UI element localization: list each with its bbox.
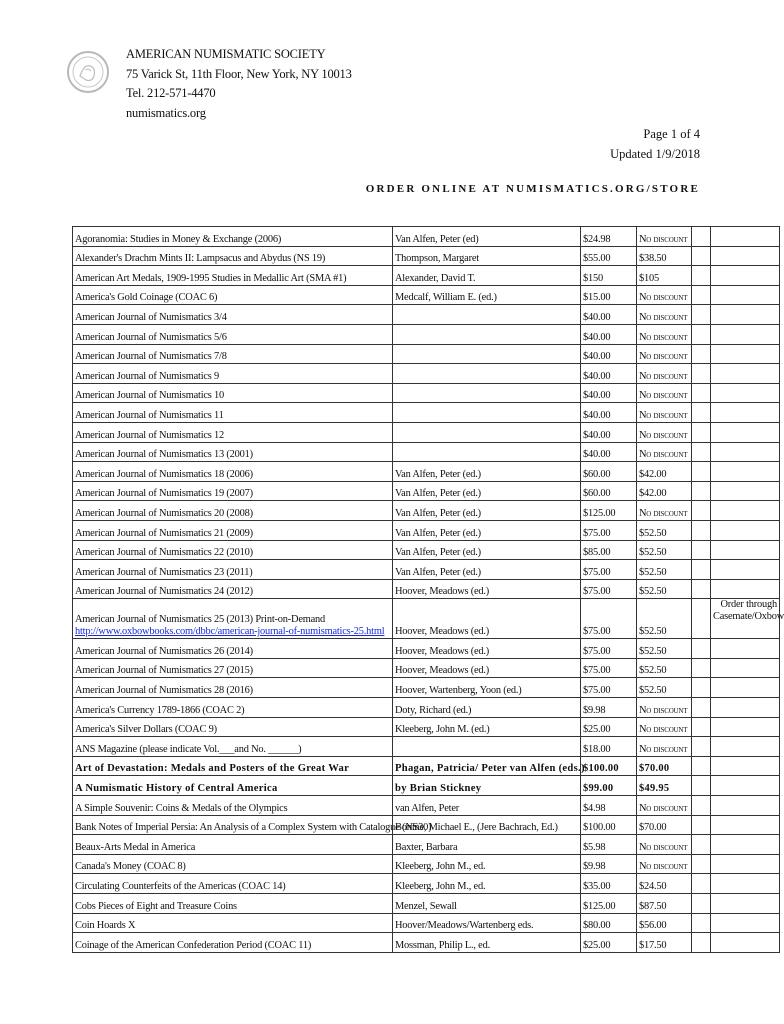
discount-cell: No discount bbox=[637, 854, 692, 874]
price-cell: $99.00 bbox=[581, 776, 637, 796]
note-cell bbox=[711, 540, 780, 560]
title-cell: American Journal of Numismatics 24 (2012) bbox=[73, 579, 393, 599]
title-cell: Canada's Money (COAC 8) bbox=[73, 854, 393, 874]
table-row bbox=[73, 678, 780, 698]
discount-cell: No discount bbox=[637, 835, 692, 855]
discount-cell: No discount bbox=[637, 442, 692, 462]
discount-cell: $56.00 bbox=[637, 913, 692, 933]
author-cell: Menzel, Sewall bbox=[393, 894, 581, 914]
author-cell: Mossman, Philip L., ed. bbox=[393, 933, 581, 953]
updated-date: Updated 1/9/2018 bbox=[610, 147, 700, 161]
title-cell: American Journal of Numismatics 26 (2014) bbox=[73, 639, 393, 659]
author-cell: Medcalf, William E. (ed.) bbox=[393, 285, 581, 305]
price-cell: $15.00 bbox=[581, 285, 637, 305]
table-row bbox=[73, 933, 780, 953]
table-row bbox=[73, 639, 780, 659]
price-cell: $75.00 bbox=[581, 639, 637, 659]
note-cell bbox=[711, 422, 780, 442]
discount-cell: No discount bbox=[637, 422, 692, 442]
note-line: Order through bbox=[720, 599, 777, 611]
organization-header bbox=[126, 45, 352, 123]
author-cell: van Alfen, Peter bbox=[393, 796, 581, 816]
author-cell: Hoover/Meadows/Wartenberg eds. bbox=[393, 913, 581, 933]
price-cell: $85.00 bbox=[581, 540, 637, 560]
table-row bbox=[73, 560, 780, 580]
org-name: AMERICAN NUMISMATIC SOCIETY bbox=[126, 47, 326, 61]
table-row bbox=[73, 246, 780, 266]
table-row bbox=[73, 462, 780, 482]
note-cell bbox=[711, 344, 780, 364]
table-row bbox=[73, 364, 780, 384]
quantity-box[interactable] bbox=[692, 835, 711, 855]
price-cell: $100.00 bbox=[581, 815, 637, 835]
author-cell: Hoover, Meadows (ed.) bbox=[393, 639, 581, 659]
note-line: Casemate/Oxbow bbox=[713, 611, 784, 623]
table-row bbox=[73, 579, 780, 599]
price-cell: $60.00 bbox=[581, 481, 637, 501]
discount-cell: No discount bbox=[637, 698, 692, 718]
discount-cell: $24.50 bbox=[637, 874, 692, 894]
table-row bbox=[73, 737, 780, 757]
price-cell: $125.00 bbox=[581, 501, 637, 521]
table-row bbox=[73, 815, 780, 835]
discount-cell: No discount bbox=[637, 383, 692, 403]
discount-cell: $52.50 bbox=[637, 639, 692, 659]
note-cell bbox=[711, 796, 780, 816]
note-cell bbox=[711, 815, 780, 835]
note-cell bbox=[711, 266, 780, 286]
note-cell bbox=[711, 874, 780, 894]
price-cell: $24.98 bbox=[581, 227, 637, 247]
note-cell bbox=[711, 305, 780, 325]
discount-cell: $52.50 bbox=[637, 678, 692, 698]
title-cell: American Journal of Numismatics 22 (2010) bbox=[73, 540, 393, 560]
title-cell: American Art Medals, 1909-1995 Studies in Medallic Art (SMA #1) bbox=[73, 266, 393, 286]
org-website[interactable]: numismatics.org bbox=[126, 105, 206, 120]
table-row bbox=[73, 894, 780, 914]
title-cell: American Journal of Numismatics 27 (2015) bbox=[73, 658, 393, 678]
discount-cell: $52.50 bbox=[637, 579, 692, 599]
quantity-box[interactable] bbox=[692, 776, 711, 796]
table-row bbox=[73, 796, 780, 816]
price-cell: $9.98 bbox=[581, 698, 637, 718]
author-cell bbox=[393, 305, 581, 325]
title-cell: Alexander's Drachm Mints II: Lampsacus and Abydus (NS 19) bbox=[73, 246, 393, 266]
author-cell: Van Alfen, Peter (ed.) bbox=[393, 481, 581, 501]
discount-cell: $52.50 bbox=[637, 560, 692, 580]
note-cell bbox=[711, 246, 780, 266]
discount-cell: No discount bbox=[637, 717, 692, 737]
discount-cell: $52.50 bbox=[637, 658, 692, 678]
table-row bbox=[73, 874, 780, 894]
discount-cell: $17.50 bbox=[637, 933, 692, 953]
table-row bbox=[73, 324, 780, 344]
author-cell: Hoover, Wartenberg, Yoon (ed.) bbox=[393, 678, 581, 698]
table-row bbox=[73, 698, 780, 718]
author-cell: Van Alfen, Peter (ed.) bbox=[393, 501, 581, 521]
price-cell: $40.00 bbox=[581, 422, 637, 442]
table-row bbox=[73, 442, 780, 462]
discount-cell: $70.00 bbox=[637, 815, 692, 835]
author-cell bbox=[393, 383, 581, 403]
quantity-box[interactable] bbox=[692, 246, 711, 266]
title-cell: American Journal of Numismatics 3/4 bbox=[73, 305, 393, 325]
table-row bbox=[73, 344, 780, 364]
note-cell bbox=[711, 737, 780, 757]
quantity-box[interactable] bbox=[692, 344, 711, 364]
title-cell: American Journal of Numismatics 5/6 bbox=[73, 324, 393, 344]
price-cell: $75.00 bbox=[581, 599, 637, 639]
note-cell bbox=[711, 639, 780, 659]
table-row bbox=[73, 776, 780, 796]
note-cell bbox=[711, 364, 780, 384]
discount-cell: No discount bbox=[637, 324, 692, 344]
table-row bbox=[73, 658, 780, 678]
quantity-box[interactable] bbox=[692, 285, 711, 305]
author-cell: Doty, Richard (ed.) bbox=[393, 698, 581, 718]
price-cell: $4.98 bbox=[581, 796, 637, 816]
price-cell: $40.00 bbox=[581, 364, 637, 384]
price-cell: $40.00 bbox=[581, 442, 637, 462]
discount-cell: No discount bbox=[637, 737, 692, 757]
quantity-box[interactable] bbox=[692, 796, 711, 816]
note-cell bbox=[711, 324, 780, 344]
price-cell: $25.00 bbox=[581, 717, 637, 737]
discount-cell: $42.00 bbox=[637, 481, 692, 501]
title-cell: American Journal of Numismatics 21 (2009) bbox=[73, 520, 393, 540]
table-row bbox=[73, 756, 780, 776]
title-cell: American Journal of Numismatics 12 bbox=[73, 422, 393, 442]
quantity-box[interactable] bbox=[692, 894, 711, 914]
title-cell: Art of Devastation: Medals and Posters of the Great War bbox=[73, 756, 393, 776]
table-row bbox=[73, 403, 780, 423]
note-cell bbox=[711, 913, 780, 933]
note-cell bbox=[711, 462, 780, 482]
author-cell bbox=[393, 324, 581, 344]
note-cell bbox=[711, 285, 780, 305]
society-seal-logo bbox=[66, 46, 110, 98]
price-cell: $75.00 bbox=[581, 579, 637, 599]
discount-cell: $52.50 bbox=[637, 520, 692, 540]
org-phone: Tel. 212-571-4470 bbox=[126, 86, 216, 100]
quantity-box[interactable] bbox=[692, 520, 711, 540]
title-cell: Circulating Counterfeits of the Americas (COAC 14) bbox=[73, 874, 393, 894]
note-cell bbox=[711, 501, 780, 521]
discount-cell: $52.50 bbox=[637, 540, 692, 560]
table-row bbox=[73, 501, 780, 521]
discount-cell: $49.95 bbox=[637, 776, 692, 796]
author-cell bbox=[393, 737, 581, 757]
quantity-box[interactable] bbox=[692, 481, 711, 501]
quantity-box[interactable] bbox=[692, 422, 711, 442]
quantity-box[interactable] bbox=[692, 462, 711, 482]
page-info bbox=[610, 124, 700, 164]
note-cell bbox=[711, 442, 780, 462]
discount-cell: $42.00 bbox=[637, 462, 692, 482]
title-cell: American Journal of Numismatics 10 bbox=[73, 383, 393, 403]
discount-cell: $52.50 bbox=[637, 599, 692, 639]
quantity-box[interactable] bbox=[692, 717, 711, 737]
table-row bbox=[73, 599, 780, 639]
author-cell: Hoover, Meadows (ed.) bbox=[393, 599, 581, 639]
discount-cell: No discount bbox=[637, 227, 692, 247]
discount-cell: No discount bbox=[637, 344, 692, 364]
note-cell bbox=[711, 933, 780, 953]
author-cell: Thompson, Margaret bbox=[393, 246, 581, 266]
note-cell bbox=[711, 403, 780, 423]
title-text: American Journal of Numismatics 25 (2013) Print-on-Demand bbox=[75, 614, 326, 626]
title-cell: American Journal of Numismatics 23 (2011) bbox=[73, 560, 393, 580]
quantity-box[interactable] bbox=[692, 227, 711, 247]
title-cell: Cobs Pieces of Eight and Treasure Coins bbox=[73, 894, 393, 914]
price-cell: $60.00 bbox=[581, 462, 637, 482]
title-cell: Coinage of the American Confederation Period (COAC 11) bbox=[73, 933, 393, 953]
title-cell: America's Currency 1789-1866 (COAC 2) bbox=[73, 698, 393, 718]
discount-cell: $38.50 bbox=[637, 246, 692, 266]
author-cell: Bonine, Michael E., (Jere Bachrach, Ed.) bbox=[393, 815, 581, 835]
author-cell: by Brian Stickney bbox=[393, 776, 581, 796]
quantity-box[interactable] bbox=[692, 639, 711, 659]
quantity-box[interactable] bbox=[692, 913, 711, 933]
price-cell: $150 bbox=[581, 266, 637, 286]
title-cell: American Journal of Numismatics 28 (2016) bbox=[73, 678, 393, 698]
quantity-box[interactable] bbox=[692, 266, 711, 286]
table-row bbox=[73, 481, 780, 501]
note-cell bbox=[711, 599, 784, 639]
author-cell: Van Alfen, Peter (ed.) bbox=[393, 520, 581, 540]
author-cell bbox=[393, 364, 581, 384]
price-cell: $75.00 bbox=[581, 678, 637, 698]
note-cell bbox=[711, 756, 780, 776]
table-row bbox=[73, 285, 780, 305]
quantity-box[interactable] bbox=[692, 933, 711, 953]
price-cell: $35.00 bbox=[581, 874, 637, 894]
price-list-table bbox=[72, 226, 784, 953]
note-cell bbox=[711, 520, 780, 540]
author-cell: Van Alfen, Peter (ed.) bbox=[393, 560, 581, 580]
note-cell bbox=[711, 678, 780, 698]
price-cell: $18.00 bbox=[581, 737, 637, 757]
price-cell: $75.00 bbox=[581, 658, 637, 678]
quantity-box[interactable] bbox=[692, 324, 711, 344]
discount-cell: $105 bbox=[637, 266, 692, 286]
discount-cell: No discount bbox=[637, 796, 692, 816]
author-cell bbox=[393, 403, 581, 423]
author-cell bbox=[393, 344, 581, 364]
author-cell: Baxter, Barbara bbox=[393, 835, 581, 855]
title-cell: A Simple Souvenir: Coins & Medals of the Olympics bbox=[73, 796, 393, 816]
note-cell bbox=[711, 579, 780, 599]
author-cell: Van Alfen, Peter (ed.) bbox=[393, 540, 581, 560]
table-row bbox=[73, 540, 780, 560]
price-cell: $40.00 bbox=[581, 344, 637, 364]
note-cell bbox=[711, 835, 780, 855]
title-cell: American Journal of Numismatics 19 (2007) bbox=[73, 481, 393, 501]
title-cell: America's Gold Coinage (COAC 6) bbox=[73, 285, 393, 305]
price-cell: $25.00 bbox=[581, 933, 637, 953]
note-cell bbox=[711, 698, 780, 718]
discount-cell: No discount bbox=[637, 501, 692, 521]
table-row bbox=[73, 227, 780, 247]
title-cell: American Journal of Numismatics 7/8 bbox=[73, 344, 393, 364]
title-cell: American Journal of Numismatics 20 (2008) bbox=[73, 501, 393, 521]
quantity-box[interactable] bbox=[692, 501, 711, 521]
quantity-box[interactable] bbox=[692, 579, 711, 599]
note-cell bbox=[711, 560, 780, 580]
table-row bbox=[73, 305, 780, 325]
title-cell: Beaux-Arts Medal in America bbox=[73, 835, 393, 855]
price-cell: $40.00 bbox=[581, 383, 637, 403]
note-cell bbox=[711, 717, 780, 737]
page-number: Page 1 of 4 bbox=[643, 127, 700, 141]
price-cell: $9.98 bbox=[581, 854, 637, 874]
price-cell: $5.98 bbox=[581, 835, 637, 855]
title-cell: Coin Hoards X bbox=[73, 913, 393, 933]
title-cell: Agoranomia: Studies in Money & Exchange (2006) bbox=[73, 227, 393, 247]
author-cell: Kleeberg, John M. (ed.) bbox=[393, 717, 581, 737]
price-cell: $40.00 bbox=[581, 305, 637, 325]
quantity-box[interactable] bbox=[692, 678, 711, 698]
price-cell: $40.00 bbox=[581, 324, 637, 344]
quantity-box[interactable] bbox=[692, 737, 711, 757]
note-cell bbox=[711, 658, 780, 678]
price-cell: $80.00 bbox=[581, 913, 637, 933]
price-cell: $125.00 bbox=[581, 894, 637, 914]
discount-cell: $70.00 bbox=[637, 756, 692, 776]
author-cell: Kleeberg, John M., ed. bbox=[393, 854, 581, 874]
order-online-heading: ORDER ONLINE AT NUMISMATICS.ORG/STORE bbox=[365, 183, 700, 195]
author-cell: Hoover, Meadows (ed.) bbox=[393, 658, 581, 678]
quantity-box[interactable] bbox=[692, 599, 711, 639]
author-cell bbox=[393, 422, 581, 442]
price-cell: $40.00 bbox=[581, 403, 637, 423]
discount-cell: No discount bbox=[637, 285, 692, 305]
oxbow-link[interactable]: http://www.oxbowbooks.com/dbbc/american-journal-of-numismatics-25.html bbox=[75, 626, 385, 638]
quantity-box[interactable] bbox=[692, 854, 711, 874]
quantity-box[interactable] bbox=[692, 442, 711, 462]
note-cell bbox=[711, 776, 780, 796]
price-cell: $55.00 bbox=[581, 246, 637, 266]
quantity-box[interactable] bbox=[692, 560, 711, 580]
note-cell bbox=[711, 227, 780, 247]
discount-cell: No discount bbox=[637, 403, 692, 423]
author-cell: Van Alfen, Peter (ed.) bbox=[393, 462, 581, 482]
price-cell: $100.00 bbox=[581, 756, 637, 776]
note-cell bbox=[711, 481, 780, 501]
quantity-box[interactable] bbox=[692, 698, 711, 718]
quantity-box[interactable] bbox=[692, 815, 711, 835]
quantity-box[interactable] bbox=[692, 874, 711, 894]
note-cell bbox=[711, 854, 780, 874]
quantity-box[interactable] bbox=[692, 364, 711, 384]
price-cell: $75.00 bbox=[581, 520, 637, 540]
quantity-box[interactable] bbox=[692, 305, 711, 325]
title-cell: American Journal of Numismatics 11 bbox=[73, 403, 393, 423]
quantity-box[interactable] bbox=[692, 756, 711, 776]
title-cell: American Journal of Numismatics 9 bbox=[73, 364, 393, 384]
discount-cell: No discount bbox=[637, 364, 692, 384]
title-cell: American Journal of Numismatics 13 (2001) bbox=[73, 442, 393, 462]
title-cell: ANS Magazine (please indicate Vol.___and No. ______) bbox=[73, 737, 393, 757]
title-cell: Bank Notes of Imperial Persia: An Analysis of a Complex System with Catalogue (NS30) bbox=[73, 815, 393, 835]
quantity-box[interactable] bbox=[692, 403, 711, 423]
author-cell: Alexander, David T. bbox=[393, 266, 581, 286]
table-row bbox=[73, 422, 780, 442]
author-cell: Kleeberg, John M., ed. bbox=[393, 874, 581, 894]
table-row bbox=[73, 717, 780, 737]
title-cell: A Numismatic History of Central America bbox=[73, 776, 393, 796]
title-cell bbox=[73, 599, 393, 639]
table-row bbox=[73, 913, 780, 933]
author-cell: Hoover, Meadows (ed.) bbox=[393, 579, 581, 599]
note-cell bbox=[711, 383, 780, 403]
org-address: 75 Varick St, 11th Floor, New York, NY 10013 bbox=[126, 66, 352, 81]
author-cell bbox=[393, 442, 581, 462]
table-row bbox=[73, 266, 780, 286]
author-cell: Phagan, Patricia/ Peter van Alfen (eds.) bbox=[393, 756, 581, 776]
author-cell: Van Alfen, Peter (ed) bbox=[393, 227, 581, 247]
table-row bbox=[73, 835, 780, 855]
table-row bbox=[73, 854, 780, 874]
table-row bbox=[73, 383, 780, 403]
title-cell: American Journal of Numismatics 18 (2006) bbox=[73, 462, 393, 482]
quantity-box[interactable] bbox=[692, 540, 711, 560]
discount-cell: $87.50 bbox=[637, 894, 692, 914]
title-cell: America's Silver Dollars (COAC 9) bbox=[73, 717, 393, 737]
quantity-box[interactable] bbox=[692, 658, 711, 678]
discount-cell: No discount bbox=[637, 305, 692, 325]
quantity-box[interactable] bbox=[692, 383, 711, 403]
table-row bbox=[73, 520, 780, 540]
note-cell bbox=[711, 894, 780, 914]
price-cell: $75.00 bbox=[581, 560, 637, 580]
